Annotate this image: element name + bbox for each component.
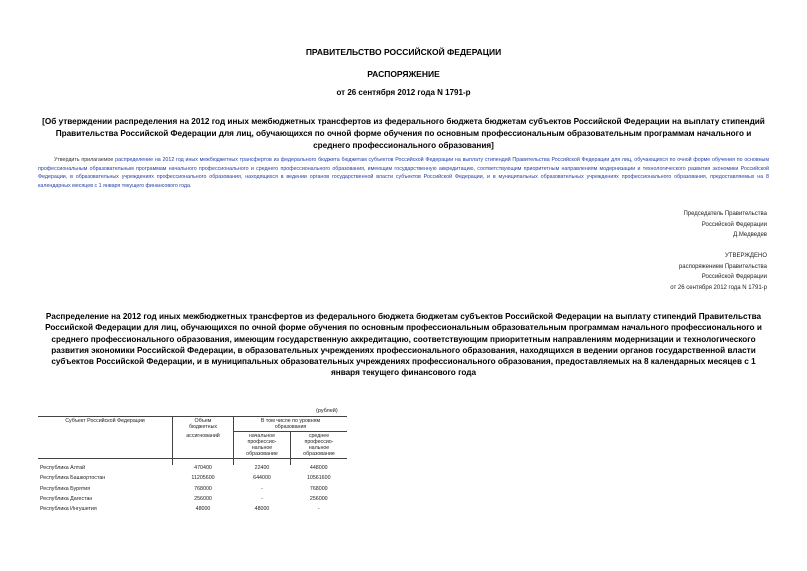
row-volume: 768000 (194, 485, 212, 492)
row-subject: Республика Дагестан (40, 495, 93, 502)
table-row (38, 496, 347, 506)
document-title: [Об утверждении распределения на 2012 год иных межбюджетных трансфертов из федерального бюджета бюджетам субъектов Российской Федерации на выплату стипендий Правительства Российской Федерации для лиц, обучающихся по очной форме обучения по основным профессиональным образовательным программам начального и среднего профессионального образования] (42, 117, 765, 150)
row-secondary: - (317, 506, 320, 513)
approval-heading: УТВЕРЖДЕНО (724, 253, 767, 259)
table-row (38, 465, 347, 475)
row-volume: 48000 (195, 506, 211, 513)
order-text-prefix: Утвердить прилагаемое (54, 157, 116, 163)
approval-line-2: распоряжением Правительства (678, 263, 767, 270)
row-volume: 470400 (194, 465, 212, 471)
row-primary: 22400 (254, 465, 270, 471)
order-text (38, 156, 769, 190)
col-header-subject: Субъект Российской Федерации (38, 417, 173, 459)
row-primary: - (261, 485, 263, 492)
approval-block (670, 251, 767, 293)
signature-position: Председатель Правительства (683, 211, 767, 217)
signature-country: Российской Федерации (701, 221, 767, 228)
currency-unit: (рублей) (316, 408, 338, 414)
row-subject: Республика Ингушетия (40, 506, 97, 513)
row-subject: Республика Башкортостан (40, 475, 106, 482)
row-primary: 48000 (254, 506, 270, 513)
row-secondary: 768000 (309, 485, 328, 492)
col-header-volume: Объем бюджетных ассигнований (173, 417, 234, 459)
approval-date-number: от 26 сентября 2012 года N 1791-р (670, 284, 767, 291)
order-text-suffix: . (189, 182, 192, 189)
row-subject: Республика Бурятия (40, 485, 91, 492)
table-row (38, 506, 347, 516)
col-header-secondary-prof: среднее профессио- нальное образование (291, 432, 348, 459)
distribution-table (38, 416, 347, 516)
signature-name: Д.Медведев (733, 232, 767, 238)
document-type: РАСПОРЯЖЕНИЕ (367, 69, 440, 79)
row-primary: - (261, 495, 263, 502)
col-header-primary-prof: начальное профессио- нальное образование (234, 432, 291, 459)
row-volume: 11205600 (191, 475, 215, 482)
document-date-number: от 26 сентября 2012 года N 1791-р (336, 88, 471, 97)
table-row (38, 475, 347, 485)
row-secondary: 10561600 (306, 475, 331, 482)
col-header-including: В том числе по уровням образования (234, 417, 348, 432)
row-subject: Республика Алтай (40, 465, 86, 471)
row-primary: 644000 (253, 475, 271, 482)
row-secondary: 448000 (309, 465, 328, 471)
table-row (38, 486, 347, 496)
row-volume: 256000 (194, 495, 212, 502)
approval-line-3: Российской Федерации (701, 274, 767, 280)
row-secondary: 256000 (309, 495, 328, 502)
government-header: ПРАВИТЕЛЬСТВО РОССИЙСКОЙ ФЕДЕРАЦИИ (305, 47, 502, 57)
distribution-title: Распределение на 2012 год иных межбюджетных трансфертов из федерального бюджета бюджетам субъектов Российской Федерации на выплату стипендий Правительства Российской Федерации для лиц, обучающихся по очной форме обучения по основным профессиональным образовательным программам начального профессионального и среднего профессионального образования, имеющим государственную аккредитацию, соответствующим приоритетным направлениям модернизации и технологического развития экономики Российской Федерации, в образовательных учреждениях профессионального образования, находящихся в ведении органов государственной власти субъектов Российской Федерации, и в муниципальных образовательных учреждениях профессионального образования, предоставляемых на 8 календарных месяцев с 1 января текущего финансового года (45, 312, 762, 378)
distribution-link[interactable]: распределение на 2012 год иных межбюджетных трансфертов из федерального бюджета бюджетам субъектов Российской Федерации на выплату стипендий Правительства Российской Федерации для лиц, обучающихся по очной форме обучения по основным профессиональным образовательным программам начального профессионального и среднего профессионального образования, имеющим государственную аккредитацию, соответствующим приоритетным направлениям модернизации и технологического развития экономики Российской Федерации, в образовательных учреждениях профессионального образования, находящихся в ведении органов государственной власти субъектов Российской Федерации, и в муниципальных образовательных учреждениях профессионального образования, предоставляемых на 8 календарных месяцев с 1 января текущего финансового года (38, 157, 770, 189)
signature-block (683, 209, 767, 241)
